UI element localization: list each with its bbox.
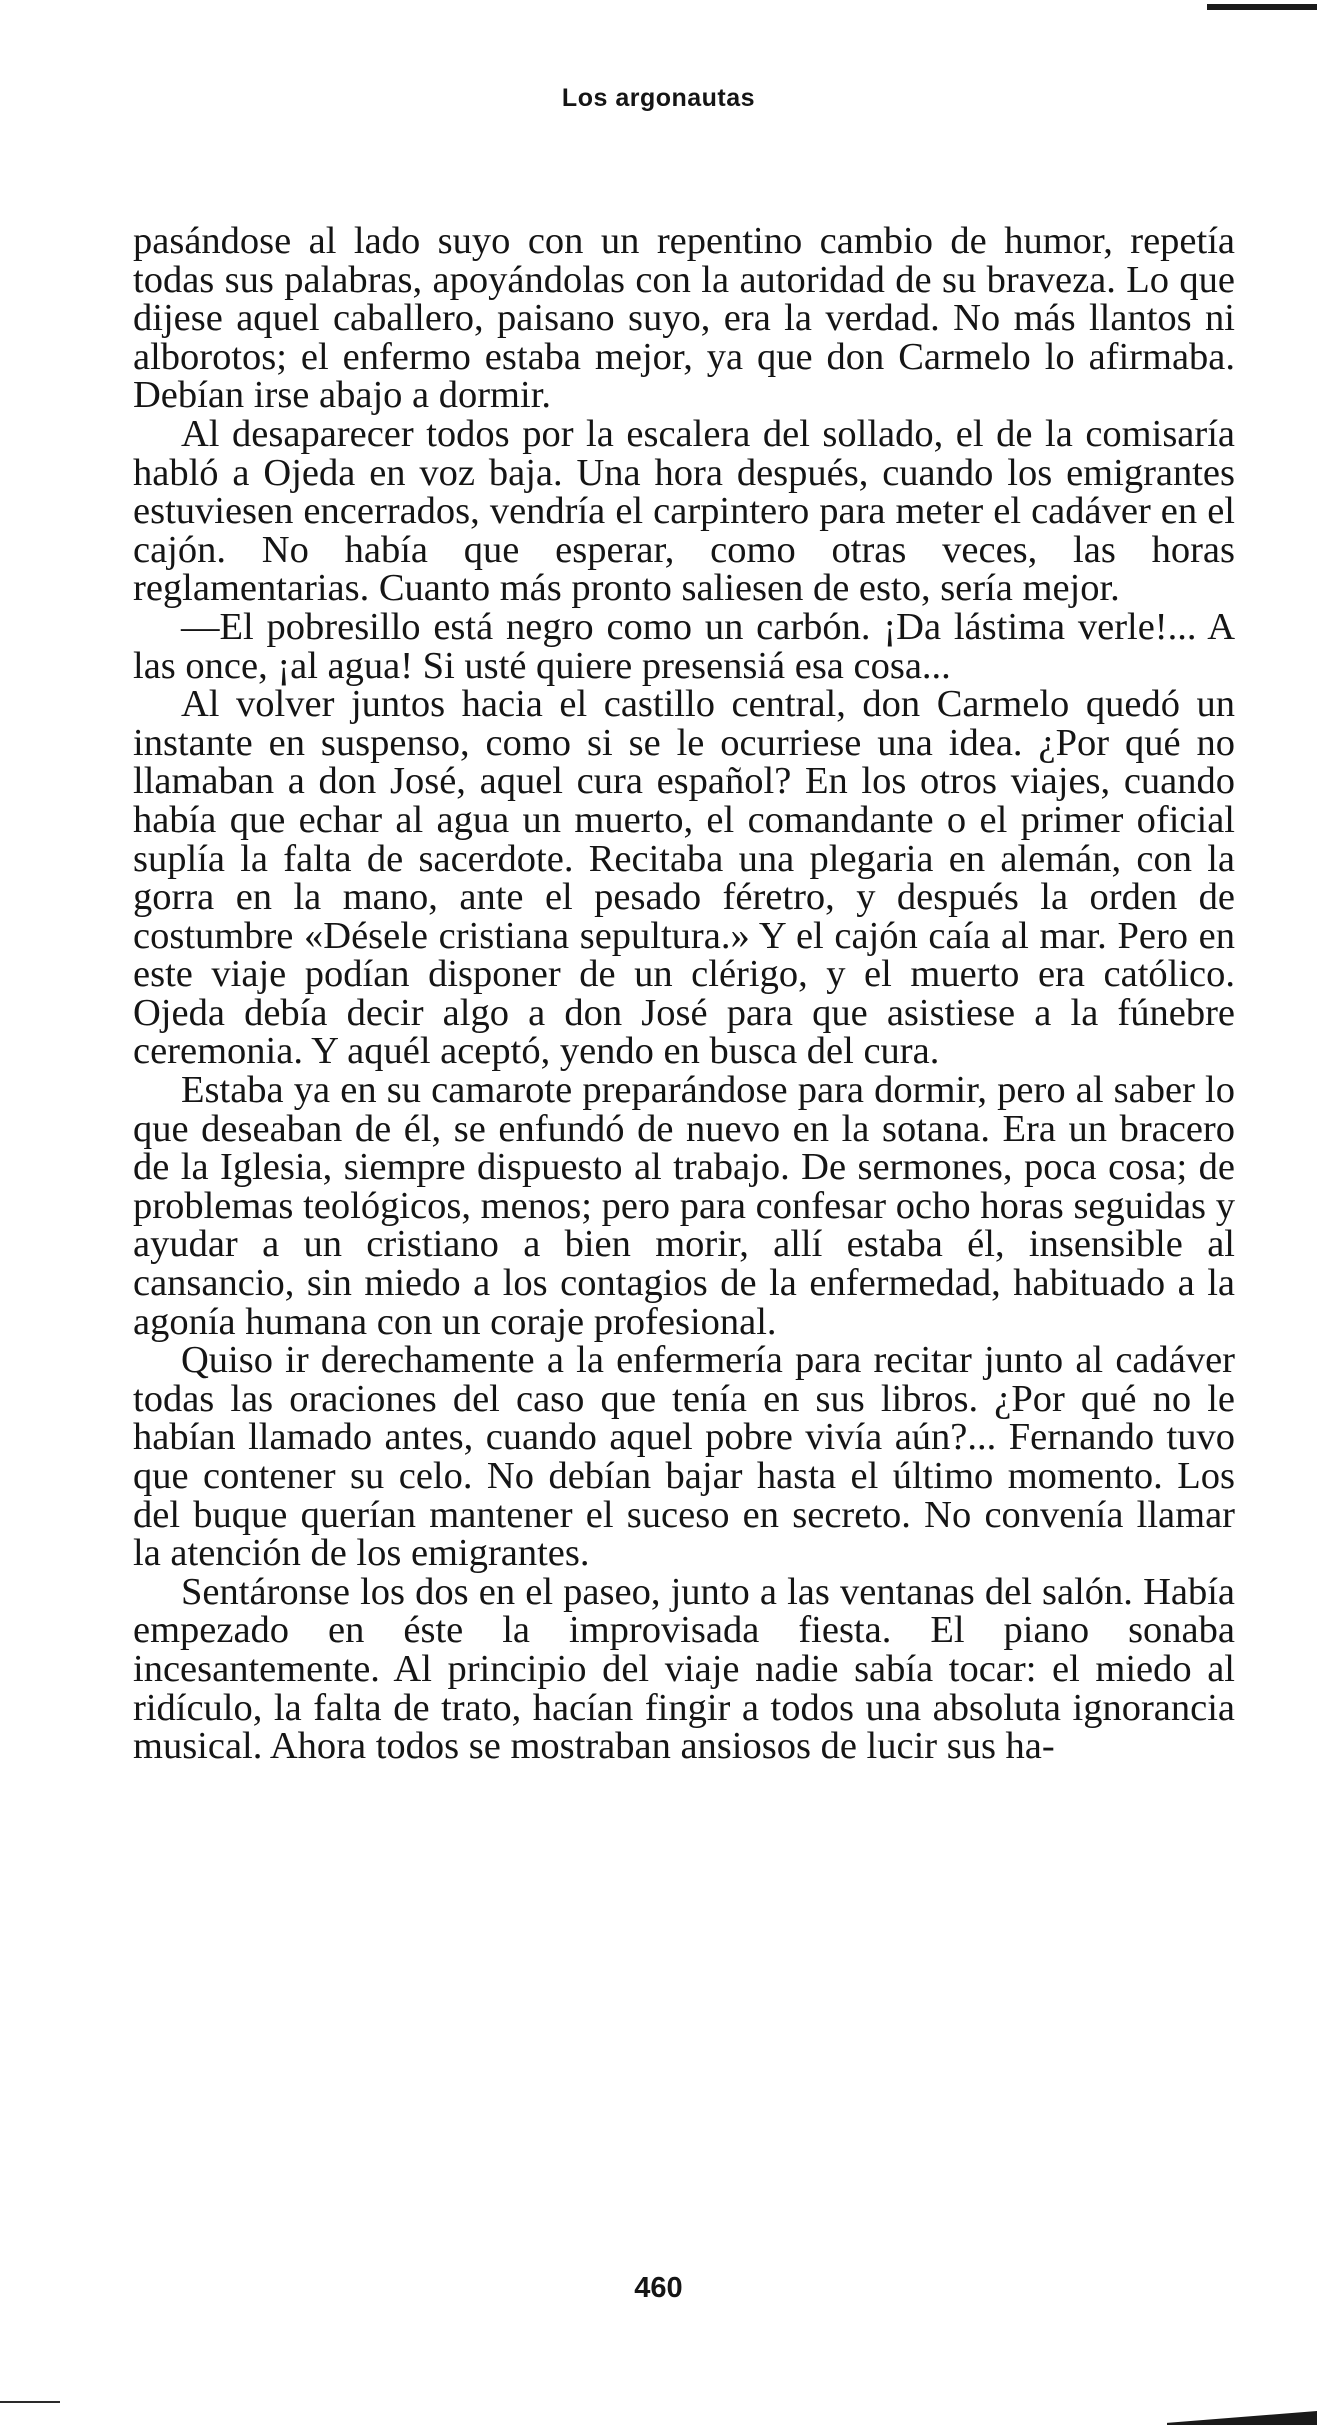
page-number: 460	[634, 2272, 683, 2304]
paragraph: —El pobresillo está negro como un carbón. ¡Da lástima verle!... A las once, ¡al agua! Si usté quiere presensiá esa cosa...	[133, 605, 1235, 687]
body-text	[133, 222, 1235, 1766]
scan-edge-mark-top	[1207, 0, 1317, 12]
paragraph: Estaba ya en su camarote preparándose para dormir, pero al saber lo que deseaban de él, se enfundó de nuevo en la sotana. Era un bracero de la Iglesia, siempre dispuesto al trabajo. De sermones, poca cosa; de problemas teológicos, menos; pero para confesar ocho horas seguidas y ayudar a un cristiano a bien morir, allí estaba él, insensible al cansancio, sin miedo a los contagios de la enfermedad, habituado a la agonía humana con un coraje profesional.	[133, 1069, 1235, 1343]
paragraph: Sentáronse los dos en el paseo, junto a las ventanas del salón. Había empezado en éste la improvisada fiesta. El piano sonaba incesantemente. Al principio del viaje nadie sabía tocar: el miedo al ridículo, la falta de trato, hacían fingir a todos una absoluta ignorancia musical. Ahora todos se mostraban ansiosos de lucir sus ha-	[133, 1570, 1235, 1768]
paragraph: Al volver juntos hacia el castillo central, don Carmelo quedó un instante en suspenso, como si se le ocurriese una idea. ¿Por qué no llamaban a don José, aquel cura español? En los otros viajes, cuando había que echar al agua un muerto, el comandante o el primer oficial suplía la falta de sacerdote. Recitaba una plegaria en alemán, con la gorra en la mano, ante el pesado féretro, y después la orden de costumbre «Désele cristiana sepultura.» Y el cajón caía al mar. Pero en este viaje podían disponer de un clérigo, y el muerto era católico. Ojeda debía decir algo a don José para que asistiese a la fúnebre ceremonia. Y aquél aceptó, yendo en busca del cura.	[133, 683, 1235, 1073]
paragraph: Al desaparecer todos por la escalera del sollado, el de la comisaría habló a Ojeda en voz baja. Una hora después, cuando los emigrantes estuviesen encerrados, vendría el carpintero para meter el cadáver en el cajón. No había que esperar, como otras veces, las horas reglamentarias. Cuanto más pronto saliesen de esto, sería mejor.	[133, 412, 1235, 610]
scan-edge-mark-bottom	[1167, 2411, 1317, 2425]
running-title: Los argonautas	[561, 84, 756, 112]
scan-edge-mark-left	[0, 2401, 60, 2403]
paragraph: Quiso ir derechamente a la enfermería para recitar junto al cadáver todas las oraciones del caso que tenía en sus libros. ¿Por qué no le habían llamado antes, cuando aquel pobre vivía aún?... Fernando tuvo que contener su celo. No debían bajar hasta el último momento. Los del buque querían mantener el suceso en secreto. No convenía llamar la atención de los emigrantes.	[133, 1339, 1235, 1575]
paragraph: pasándose al lado suyo con un repentino cambio de humor, repetía todas sus palabras, apoyándolas con la autoridad de su braveza. Lo que dijese aquel caballero, paisano suyo, era la verdad. No más llantos ni alborotos; el enfermo estaba mejor, ya que don Carmelo lo afirmaba. Debían irse abajo a dormir.	[133, 220, 1235, 417]
